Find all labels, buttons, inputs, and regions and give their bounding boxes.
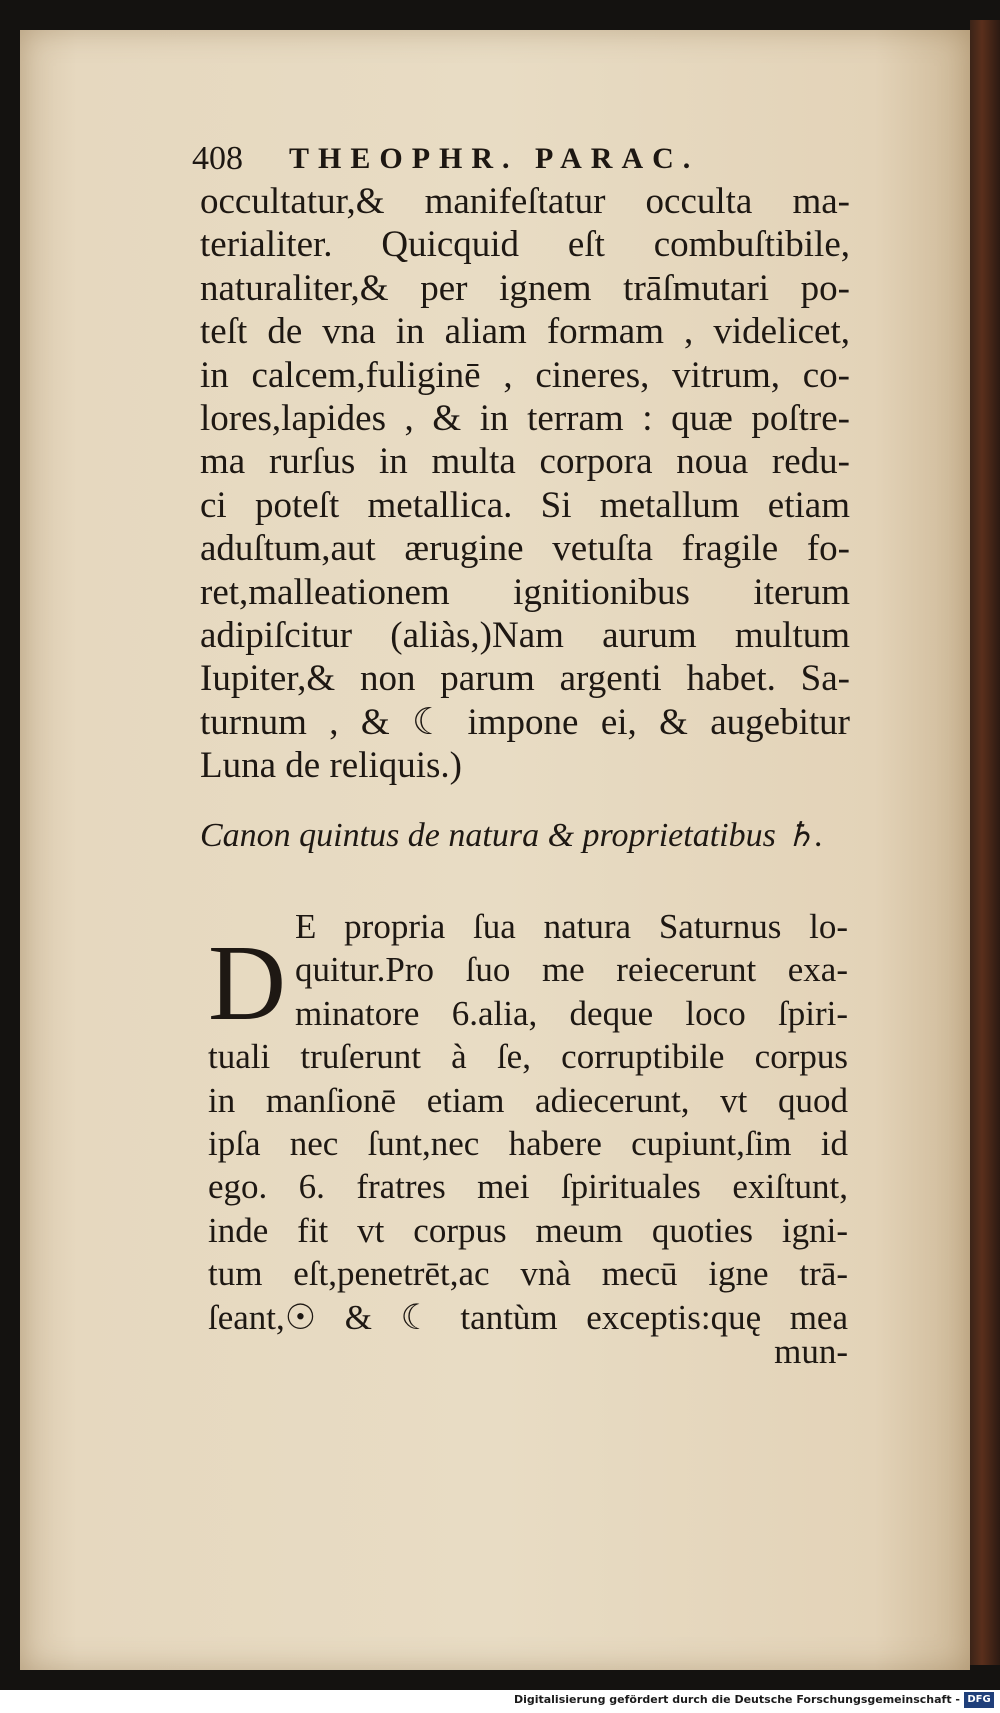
text-line: ma rurſus in multa corpora noua redu- [200, 441, 850, 483]
text-line: quitur.Pro ſuo me reiecerunt exa- [295, 950, 848, 990]
text-line: adipiſcitur (aliàs,)Nam aurum multum [200, 614, 850, 656]
text-line: occultatur,& manifeſtatur occulta ma- [200, 181, 850, 222]
text-line: in manſionē etiam adiecerunt, vt quod [208, 1080, 848, 1120]
footer-strip [0, 1690, 1000, 1713]
text-line: teſt de vna in aliam formam , videlicet, [200, 311, 850, 353]
text-line: lores,lapides , & in terram : quæ poſtre- [200, 397, 850, 439]
text-line: ret,malleationem ignitionibus iterum [200, 571, 850, 613]
page-header [192, 138, 852, 180]
body-text [200, 180, 850, 787]
chapter-heading: Canon quintus de natura & proprietatibus ♄. [200, 817, 824, 854]
catchword: mun- [774, 1332, 848, 1371]
running-head: THEOPHR. PARAC. [289, 142, 700, 175]
text-line: ci poteſt metallica. Si metallum etiam [200, 484, 850, 526]
text-line: tuali truſerunt à ſe, corruptibile corpus [208, 1037, 848, 1077]
text-line: minatore 6.alia, deque loco ſpiri- [295, 993, 848, 1033]
text-line: tum eſt,penetrēt,ac vnà mecū igne trā- [208, 1254, 848, 1294]
dfg-logo: DFG [964, 1692, 994, 1708]
text-line: in calcem,fuliginē , cineres, vitrum, co- [200, 354, 850, 396]
digitization-credit: Digitalisierung gefördert durch die Deutsche Forschungsgemeinschaft - [513, 1693, 960, 1706]
text-line: turnum , & ☾ impone ei, & augebitur [200, 701, 850, 743]
text-line: E propria ſua natura Saturnus lo- [295, 907, 848, 946]
text-line: Luna de reliquis.) [200, 745, 462, 787]
text-line: ſeant,☉ & ☾ tantùm exceptis:quę mea [208, 1297, 848, 1337]
text-line: Iupiter,& non parum argenti habet. Sa- [200, 658, 850, 700]
text-line: ipſa nec ſunt,nec habere cupiunt,ſim id [208, 1123, 848, 1163]
text-line: aduſtum,aut ærugine vetuſta fragile fo- [200, 528, 850, 570]
text-line: ego. 6. fratres mei ſpirituales exiſtunt, [208, 1167, 848, 1207]
text-line: inde fit vt corpus meum quoties igni- [208, 1210, 848, 1250]
text-line: terialiter. Quicquid eſt combuſtibile, [200, 224, 850, 266]
book-edge [970, 20, 1000, 1665]
page-number: 408 [192, 140, 243, 177]
chapter-text [208, 905, 848, 1339]
text-line: naturaliter,& per ignem trāſmutari po- [200, 267, 850, 309]
drop-cap: D [208, 938, 286, 1030]
